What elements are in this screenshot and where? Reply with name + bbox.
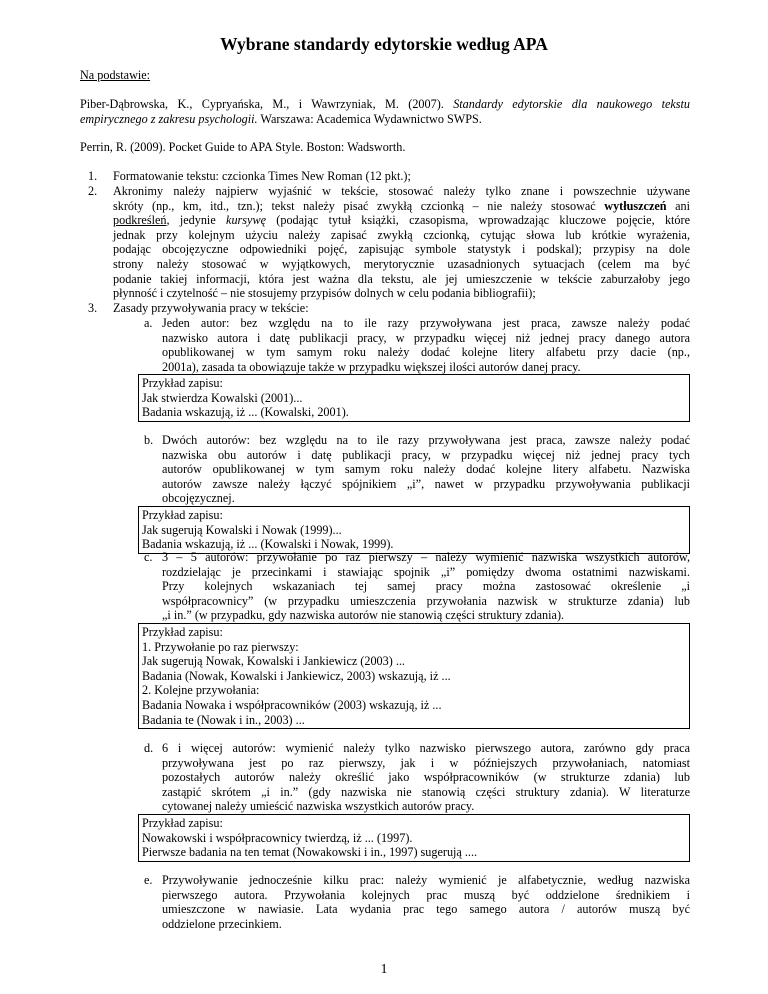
reference-1: Piber-Dąbrowska, K., Cypryańska, M., i Wawrzyniak, M. (2007). Standardy edytorskie dla naukowego tekstu empirycznego z zakresu psychologii. Warszawa: Academica Wydawnictwo SWPS.	[80, 97, 690, 126]
sub-a-text: Jeden autor: bez względu na to ile razy przywoływana jest praca, zawsze należy podać nazwisko autora i datę publikacji pracy, w przypadku więcej niż jednej pracy danego autora opublikowanej w tym samym roku należy dodać kolejne litery alfabetu przy dacie (np., 2001a), zasada ta obowiązuje także w przypadku większej ilości autorów danej pracy.	[162, 316, 690, 374]
item-2-text: Akronimy należy najpierw wyjaśnić w tekście, stosować należy tylko znane i powszechnie używane skróty (np., km, itd., tzn.); tekst należy pisać zwykłą czcionką – nie należy stosować wytłuszczeń ani podkreśleń, jedynie kursywę (podając tytuł książki, czasopisma, wprowadzając kluczowe pojęcie, które jednak przy kolejnym użyciu należy zapisać zwykłą czcionką, cytując słowa lub krótkie wyrażenia, podając obcojęzyczne odpowiedniki pojęć, zapisując symbole statystyk i podskal); przypisy na dole strony należy stosować w wyjątkowych, merytorycznie uzasadnionych sytuacjach (celem ma być podanie takiej informacji, która jest ważna dla tekstu, ale jej umieszczenie w tekście zaburzałoby jego płynność i czytelność – nie stosujemy przypisów dolnych w celu podania bibliografii);	[113, 184, 690, 301]
document-title: Wybrane standardy edytorskie według APA	[220, 34, 548, 54]
example-line: Przykład zapisu:	[142, 376, 223, 390]
example-line: Badania wskazują, iż ... (Kowalski, 2001).	[142, 405, 349, 420]
example-line: Pierwsze badania na ten temat (Nowakowski i in., 1997) sugerują ....	[142, 845, 478, 860]
based-on-heading: Na podstawie:	[80, 68, 151, 82]
item-number-3: 3.	[88, 301, 98, 315]
sub-e-text: Przywoływanie jednocześnie kilku prac: należy wymienić je alfabetycznie, według nazwiska pierwszego autora. Przywołania kolejnych prac muszą być oddzielone średnikiem i umieszczone w nawiasie. Lata wydania prac tego samego autora / autorów muszą być oddzielone przecinkiem.	[162, 873, 690, 931]
example-box-b	[138, 506, 690, 554]
item-number-1: 1.	[88, 169, 98, 183]
sub-letter-b: b.	[144, 433, 154, 447]
item-1-text: Formatowanie tekstu: czcionka Times New Roman (12 pkt.);	[113, 169, 411, 183]
sub-letter-d: d.	[144, 741, 154, 755]
example-line: Badania te (Nowak i in., 2003) ...	[142, 712, 305, 727]
example-line: Przykład zapisu:	[142, 816, 223, 830]
example-line: Badania wskazują, iż ... (Kowalski i Nowak, 1999).	[142, 537, 394, 552]
example-line: 2. Kolejne przywołania:	[142, 683, 260, 698]
example-box-a	[138, 374, 690, 422]
sub-c-text: 3 – 5 autorów: przywołanie po raz pierwszy – należy wymienić nazwiska wszystkich autorów, rozdzielając je przecinkami i stawiając spojnik „i” pomiędzy dwoma ostatnimi nazwiskami. Przy kolejnych wskazaniach tej samej pracy można zastosować określenie „i współpracownicy” (w przypadku umieszczenia przywołania nazwisk w strukturze zdania) lub „i in.” (w przypadku, gdy nazwiska autorów nie stanowią części struktury zdania).	[162, 550, 690, 623]
example-box-c	[138, 623, 690, 729]
example-line: Badania Nowaka i współpracowników (2003) wskazują, iż ...	[142, 697, 442, 712]
sub-b-text: Dwóch autorów: bez względu na to ile razy przywoływana jest praca, zawsze należy podać nazwiska obu autorów i datę publikacji pracy, w przypadku więcej niż jednej pracy tych autorów opublikowanej w tym samym roku należy dodać kolejne litery alfabetu. Nazwiska autorów zawsze należy łączyć spójnikiem „i”, nawet w przypadku przywoływania publikacji obcojęzycznej.	[162, 433, 690, 506]
example-line: 1. Przywołanie po raz pierwszy:	[142, 639, 299, 654]
example-line: Przykład zapisu:	[142, 508, 223, 522]
example-line: Nowakowski i współpracownicy twierdzą, iż ... (1997).	[142, 830, 413, 845]
example-line: Badania (Nowak, Kowalski i Jankiewicz, 2003) wskazują, iż ...	[142, 668, 451, 683]
sub-letter-e: e.	[144, 873, 153, 887]
reference-2: Perrin, R. (2009). Pocket Guide to APA Style. Boston: Wadsworth.	[80, 140, 406, 154]
sub-letter-c: c.	[144, 550, 153, 564]
sub-letter-a: a.	[144, 316, 153, 330]
example-line: Jak sugerują Nowak, Kowalski i Jankiewicz (2003) ...	[142, 654, 405, 669]
sub-d-text: 6 i więcej autorów: wymienić należy tylko nazwisko pierwszego autora, zarówno gdy praca przywoływana jest po raz pierwszy, jak i w późniejszych przywołaniach, natomiast pozostałych autorów należy określić jako współpracowników (w strukturze zdania) lub zastąpić skrótem „i in.” (gdy nazwiska nie stanowią części struktury zdania). W literaturze cytowanej należy umieścić nazwiska wszystkich autorów pracy.	[162, 741, 690, 814]
page-number: 1	[380, 962, 388, 977]
example-line: Jak sugerują Kowalski i Nowak (1999)...	[142, 522, 342, 537]
example-line: Jak stwierdza Kowalski (2001)...	[142, 390, 303, 405]
item-number-2: 2.	[88, 184, 98, 198]
example-line: Przykład zapisu:	[142, 625, 223, 639]
item-3-text: Zasady przywoływania pracy w tekście:	[113, 301, 309, 315]
example-box-d	[138, 814, 690, 862]
